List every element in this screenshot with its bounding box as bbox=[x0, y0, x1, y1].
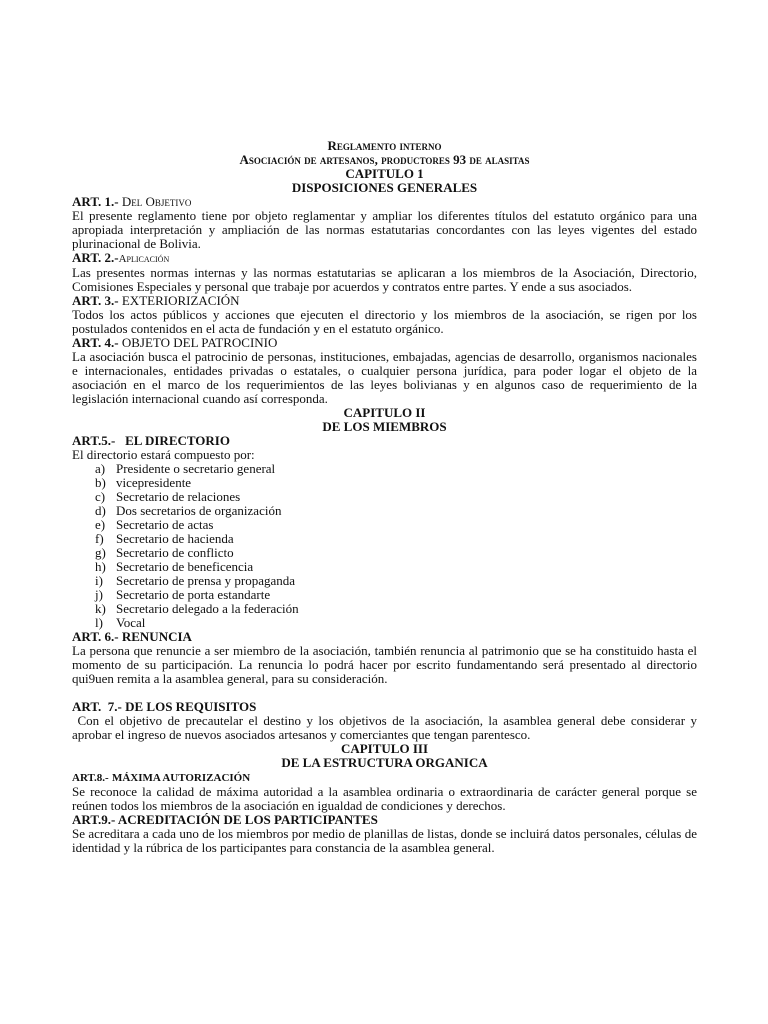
article-5-heading: ART.5.- EL DIRECTORIO bbox=[72, 433, 230, 448]
doc-subtitle: Asociación de artesanos, productores 93 de alasitas bbox=[239, 152, 530, 167]
list-item bbox=[95, 518, 697, 532]
list-item bbox=[95, 560, 697, 574]
list-item-text: Secretario de actas bbox=[116, 517, 214, 532]
document-page bbox=[72, 138, 701, 855]
article-4-body: La asociación busca el patrocinio de personas, instituciones, embajadas, agencias de desarrollo, organismos nacionales e internacionales, entidades privadas o estatales, o cualquier persona jurídica, para poder logar el objeto de la asociación en el marco de los requerimientos de las leyes bolivianas y en algunos caso de requerimiento de la legislación internacional cuando así corresponda. bbox=[72, 349, 697, 406]
list-marker: k) bbox=[95, 601, 106, 616]
doc-title: Reglamento interno bbox=[327, 138, 442, 153]
list-item bbox=[95, 490, 697, 504]
article-9-body: Se acreditara a cada uno de los miembros por medio de planillas de listas, donde se incluirá datos personales, células de identidad y la rúbrica de los participantes para constancia de la asamblea general. bbox=[72, 826, 697, 855]
chapter-1-title: CAPITULO 1 bbox=[345, 166, 424, 181]
chapter-2-subtitle: DE LOS MIEMBROS bbox=[322, 419, 447, 434]
list-item-text: Secretario de conflicto bbox=[116, 545, 234, 560]
article-7-heading: ART. 7.- DE LOS REQUISITOS bbox=[72, 699, 257, 714]
list-item bbox=[95, 616, 697, 630]
list-marker: j) bbox=[95, 587, 103, 602]
list-marker: d) bbox=[95, 503, 106, 518]
list-item-text: Secretario de beneficencia bbox=[116, 559, 254, 574]
article-4-heading: ART. 4.- OBJETO DEL PATROCINIO bbox=[72, 335, 278, 350]
list-marker: h) bbox=[95, 559, 106, 574]
article-5-intro: El directorio estará compuesto por: bbox=[72, 447, 255, 462]
list-item bbox=[95, 504, 697, 518]
article-1-body: El presente reglamento tiene por objeto reglamentar y ampliar los diferentes títulos del estatuto orgánico para una apropiada interpretación y ampliación de las normas estatutarias concordantes con las leyes vigentes del estado plurinacional de Bolivia. bbox=[72, 208, 697, 251]
list-item-text: Secretario de hacienda bbox=[116, 531, 234, 546]
list-item bbox=[95, 602, 697, 616]
list-item bbox=[95, 532, 697, 546]
article-2-body: Las presentes normas internas y las normas estatutarias se aplicaran a los miembros de la Asociación, Directorio, Comisiones Especiales y personal que trabaje por acuerdos y contratos entre partes. Y ende a sus asociados. bbox=[72, 265, 697, 294]
list-marker: g) bbox=[95, 545, 106, 560]
list-item bbox=[95, 574, 697, 588]
article-6-heading: ART. 6.- RENUNCIA bbox=[72, 629, 192, 644]
list-marker: b) bbox=[95, 475, 106, 490]
list-marker: l) bbox=[95, 615, 103, 630]
list-item bbox=[95, 546, 697, 560]
list-item-text: Secretario de prensa y propaganda bbox=[116, 573, 296, 588]
list-marker: f) bbox=[95, 531, 104, 546]
list-item-text: Secretario de porta estandarte bbox=[116, 587, 271, 602]
list-marker: c) bbox=[95, 489, 106, 504]
list-item-text: Secretario de relaciones bbox=[116, 489, 241, 504]
list-item-text: Presidente o secretario general bbox=[116, 461, 276, 476]
list-item-text: Dos secretarios de organización bbox=[116, 503, 282, 518]
article-8-body: Se reconoce la calidad de máxima autoridad a la asamblea ordinaria o extraordinaria de carácter general porque se reúnen todos los miembros de la asociación en igualdad de condiciones y derechos. bbox=[72, 784, 697, 813]
article-3-body: Todos los actos públicos y acciones que ejecuten el directorio y los miembros de la asociación, se rigen por los postulados contenidos en el acta de fundación y en el estatuto orgánico. bbox=[72, 307, 697, 336]
list-marker: i) bbox=[95, 573, 103, 588]
list-item bbox=[95, 476, 697, 490]
chapter-3-title: CAPITULO III bbox=[340, 741, 429, 756]
article-9-heading: ART.9.- ACREDITACIÓN DE LOS PARTICIPANTES bbox=[72, 812, 378, 827]
article-8-heading: ART.8.- MÁXIMA AUTORIZACIÓN bbox=[72, 772, 251, 784]
directory-list bbox=[72, 462, 697, 630]
list-marker: e) bbox=[95, 517, 106, 532]
list-marker: a) bbox=[95, 461, 106, 476]
list-item-text: Secretario delegado a la federación bbox=[116, 601, 299, 616]
article-7-body: Con el objetivo de precautelar el destino y los objetivos de la asociación, la asamblea general debe considerar y aprobar el ingreso de nuevos asociados artesanos y comerciantes que tengan parentesco. bbox=[72, 713, 701, 742]
list-item-text: vicepresidente bbox=[116, 475, 192, 490]
article-1-heading: ART. 1.- Del Objetivo bbox=[72, 194, 192, 209]
article-2-heading: ART. 2.-Aplicación bbox=[72, 250, 170, 265]
article-6-body: La persona que renuncie a ser miembro de la asociación, también renuncia al patrimonio que se ha constituido hasta el momento de su participación. La renuncia lo podrá hacer por escrito fundamentando será presentado al directorio qui9uen remita a la asamblea general, para su consideración. bbox=[72, 643, 697, 686]
list-item bbox=[95, 588, 697, 602]
chapter-3-subtitle: DE LA ESTRUCTURA ORGANICA bbox=[281, 755, 488, 770]
chapter-2-title: CAPITULO II bbox=[343, 405, 426, 420]
chapter-1-subtitle: DISPOSICIONES GENERALES bbox=[291, 180, 478, 195]
list-item-text: Vocal bbox=[116, 615, 146, 630]
list-item bbox=[95, 462, 697, 476]
article-3-heading: ART. 3.- EXTERIORIZACIÓN bbox=[72, 293, 240, 308]
